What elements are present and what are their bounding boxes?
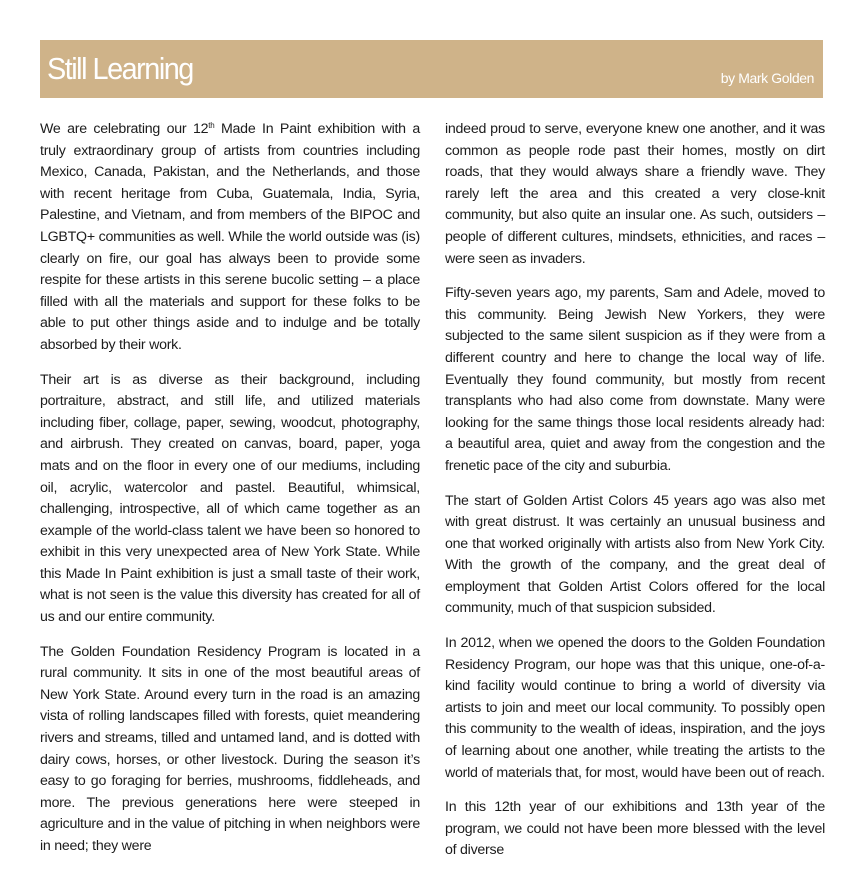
paragraph-text: Made In Paint exhibition with a truly extraordinary group of artists from countries including Mexico, Canada, Pakistan, and the Netherlands, and those with recent heritage from Cuba, Guatemala, India, Syria, Palestine, and Vietnam, and from members of the BIPOC and LGBTQ+ communities as well. While the world outside was (is) clearly on fire, our goal has always been to provide some respite for these artists in this serene bucolic setting – a place filled with all the materials and support for these folks to be able to put other things aside and to indulge and be totally absorbed by their work. <box>40 121 421 353</box>
header-banner <box>40 40 823 98</box>
paragraph: The Golden Foundation Residency Program is located in a rural community. It sits in one of the most beautiful areas of New York State. Around every turn in the road is an amazing vista of rolling landscapes filled with forests, quiet meandering rivers and streams, tilled and untamed land, and is dotted with dairy cows, horses, or other livestock. During the season it’s easy to go foraging for berries, mushrooms, fiddleheads, and more. The previous generations here were steeped in agriculture and in the value of pitching in when neighbors were in need; they were <box>40 643 420 854</box>
author-byline: by Mark Golden <box>720 70 814 86</box>
paragraph: indeed proud to serve, everyone knew one another, and it was common as people rode past their homes, mostly on dirt roads, that they would always share a friendly wave. They rarely left the area and this created a very close-knit community, but also quite an insular one. As such, outsiders – people of different cultures, mindsets, ethnicities, and races – were seen as invaders. <box>445 121 825 267</box>
paragraph: Fifty-seven years ago, my parents, Sam and Adele, moved to this community. Being Jewish New Yorkers, they were subjected to the same silent suspicion as if they were from a different country and here to change the local way of life. Eventually they found community, but mostly from recent transplants who had also come from downstate. Many were looking for the same things those local residents already had: a beautiful area, quiet and away from the congestion and the frenetic pace of the city and suburbia. <box>445 285 825 474</box>
paragraph: In 2012, when we opened the doors to the Golden Foundation Residency Program, our hope was that this unique, one-of-a-kind facility would continue to bring a world of diversity via artists to join and meet our local community. To possibly open this community to the wealth of ideas, inspiration, and the joys of learning about one another, while treating the artists to the world of materials that, for most, would have been out of reach. <box>445 635 825 781</box>
paragraph <box>40 119 420 357</box>
paragraph-text: We are celebrating our 12 <box>40 121 209 137</box>
paragraph: In this 12th year of our exhibitions and 13th year of the program, we could not have been more blessed with the level of diverse <box>445 799 825 859</box>
paragraph: The start of Golden Artist Colors 45 years ago was also met with great distrust. It was certainly an unusual business and one that worked originally with artists also from New York City. With the growth of the company, and the great deal of employment that Golden Artist Colors offered for the local community, much of that suspicion subsided. <box>445 492 825 617</box>
left-column <box>40 119 420 871</box>
paragraph: Their art is as diverse as their background, including portraiture, abstract, and still life, and utilized materials including fiber, collage, paper, sewing, woodcut, photography, and airbrush. They created on canvas, board, paper, yoga mats and on the floor in every one of our mediums, including oil, acrylic, watercolor and pastel. Beautiful, whimsical, challenging, introspective, all of which came together as an example of the world-class talent we have been so honored to exhibit in this very unexpected area of New York State. While this Made In Paint exhibition is just a small taste of their work, what is not seen is the value this diversity has created for all of us and our entire community. <box>40 371 420 626</box>
article-title: Still Learning <box>47 51 193 86</box>
ordinal-superscript: th <box>208 121 215 130</box>
right-column <box>445 119 825 875</box>
